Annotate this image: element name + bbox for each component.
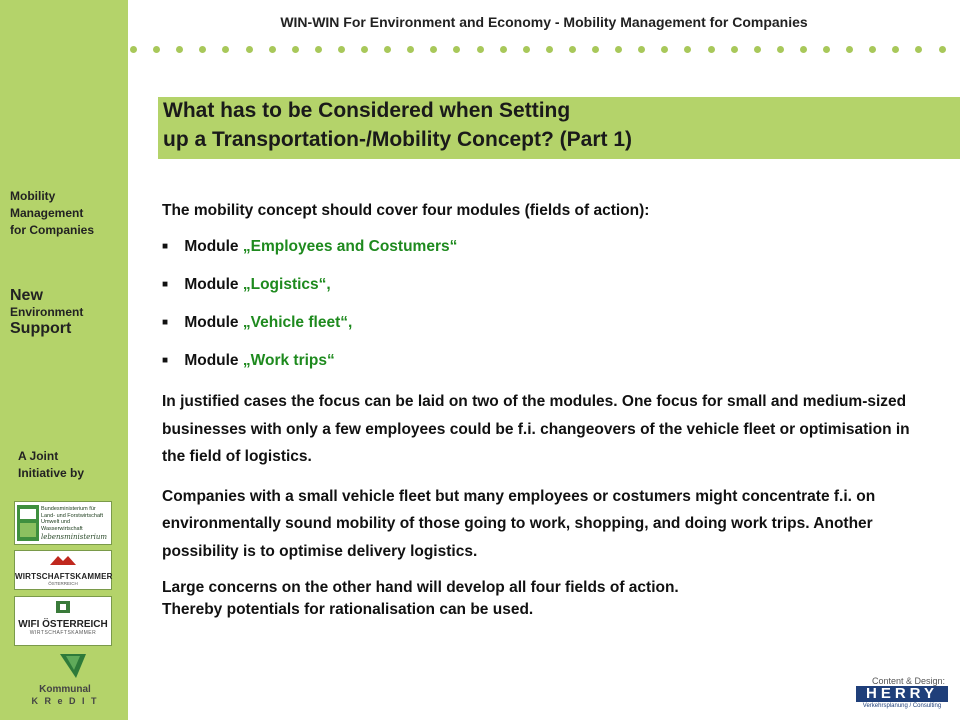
- sidebar-support-label: Support: [10, 320, 72, 337]
- divider-dot: [176, 46, 183, 53]
- sidebar-environment-label: Environment: [10, 305, 84, 319]
- ministry-emblem-icon: [15, 502, 41, 544]
- divider-dot: [915, 46, 922, 53]
- ministry-line3: Umwelt und Wasserwirtschaft: [41, 519, 83, 532]
- divider-dot: [615, 46, 622, 53]
- module-name: „Work trips“: [242, 352, 335, 370]
- divider-dot: [800, 46, 807, 53]
- module-name: „Vehicle fleet“,: [242, 314, 353, 332]
- divider-dot: [592, 46, 599, 53]
- intro-text: The mobility concept should cover four modules (fields of action):: [162, 202, 650, 219]
- paragraph-large-concerns-line2: Thereby potentials for rationalisation can be used.: [162, 601, 534, 618]
- divider-dot: [846, 46, 853, 53]
- square-bullet-icon: ■: [162, 355, 169, 366]
- ministry-line2: Land- und Forstwirtschaft: [41, 512, 104, 519]
- divider-dot: [546, 46, 553, 53]
- module-name: „Employees and Costumers“: [242, 238, 458, 256]
- divider-dot: [407, 46, 414, 53]
- sidebar-mobility-title: [10, 188, 94, 239]
- divider-dot: [823, 46, 830, 53]
- paragraph-small-fleet: Companies with a small vehicle fleet but many employees or costumers might concentrate f.i. on environmentally sound mobility of those going to work, shopping, and doing work trips. Another possibility is to optimise delivery logistics.: [162, 487, 876, 560]
- divider-dot: [199, 46, 206, 53]
- sidebar-mm-line1: Mobility: [10, 189, 56, 203]
- herry-brand: HERRY: [856, 686, 948, 702]
- divider-dot: [892, 46, 899, 53]
- sidebar-new-label: New: [10, 287, 43, 304]
- chamber-wing-icon: [48, 553, 78, 567]
- sidebar-joint-initiative: [18, 448, 84, 482]
- divider-dot: [477, 46, 484, 53]
- module-prefix: Module: [184, 314, 243, 332]
- divider-dot: [430, 46, 437, 53]
- sidebar-mm-line2: Management: [10, 206, 84, 220]
- divider-dot: [661, 46, 668, 53]
- square-bullet-icon: ■: [162, 317, 169, 328]
- kommunalkredit-logo: [18, 652, 112, 712]
- divider-dot: [292, 46, 299, 53]
- wifi-sub: WIRTSCHAFTSKAMMER: [29, 630, 97, 636]
- wirtschaftskammer-sub: ÖSTERREICH: [48, 581, 78, 586]
- divider-dot: [222, 46, 229, 53]
- module-name: „Logistics“,: [242, 276, 331, 294]
- sidebar: [0, 0, 128, 720]
- module-item: [162, 312, 937, 334]
- kommunalkredit-line2: K R e D I T: [31, 696, 99, 706]
- divider-dot: [684, 46, 691, 53]
- divider-dot: [384, 46, 391, 53]
- wirtschaftskammer-logo: [14, 550, 112, 590]
- kommunalkredit-line1: Kommunal: [39, 684, 91, 695]
- ministry-signature: lebensministerium: [41, 533, 108, 541]
- slide-heading-line1: What has to be Considered when Setting: [163, 99, 571, 122]
- divider-dot: [130, 46, 137, 53]
- kommunalkredit-emblem-icon: [58, 652, 88, 680]
- divider-dot: [869, 46, 876, 53]
- divider-dot: [731, 46, 738, 53]
- square-bullet-icon: ■: [162, 279, 169, 290]
- ministry-line1: Bundesministerium für: [41, 506, 96, 512]
- herry-logo: [856, 686, 948, 712]
- presentation-title: WIN-WIN For Environment and Economy - Mobility Management for Companies: [280, 14, 808, 30]
- divider-dot: [523, 46, 530, 53]
- wifi-name: WIFI ÖSTERREICH: [18, 619, 108, 630]
- divider-dot: [269, 46, 276, 53]
- module-prefix: Module: [184, 238, 243, 256]
- divider-dot: [338, 46, 345, 53]
- ministry-logo: [14, 501, 112, 545]
- divider-dot: [500, 46, 507, 53]
- module-item: [162, 350, 937, 372]
- slide-heading: [163, 96, 923, 154]
- paragraph-large-concerns: [162, 577, 937, 621]
- sidebar-joint-line1: A Joint: [18, 449, 59, 463]
- divider-dot: [246, 46, 253, 53]
- dotted-divider: [128, 46, 960, 54]
- heading-band-notch: [128, 97, 158, 159]
- divider-dot: [708, 46, 715, 53]
- module-prefix: Module: [184, 352, 243, 370]
- credit-label: Content & Design:: [872, 676, 946, 686]
- wirtschaftskammer-name: WIRTSCHAFTSKAMMER: [15, 572, 113, 581]
- divider-dot: [315, 46, 322, 53]
- module-prefix: Module: [184, 276, 243, 294]
- herry-sub: Verkehrsplanung / Consulting: [862, 703, 942, 709]
- module-item: [162, 274, 937, 296]
- divider-dot: [361, 46, 368, 53]
- divider-dot: [777, 46, 784, 53]
- paragraph-large-concerns-line1: Large concerns on the other hand will develop all four fields of action.: [162, 579, 679, 596]
- module-item: [162, 236, 937, 258]
- sidebar-mm-line3: for Companies: [10, 223, 95, 237]
- slide-heading-line2: up a Transportation-/Mobility Concept? (Part 1): [163, 128, 633, 151]
- sidebar-joint-line2: Initiative by: [18, 466, 85, 480]
- divider-dot: [453, 46, 460, 53]
- wifi-emblem-icon: [55, 600, 71, 614]
- divider-dot: [638, 46, 645, 53]
- wifi-logo: [14, 596, 112, 646]
- paragraph-small-business: In justified cases the focus can be laid on two of the modules. One focus for small and medium-sized businesses with only a few employees could be f.i. changeovers of the vehicle fleet or optimisation in the field of logistics.: [162, 393, 910, 465]
- slide-content: [162, 202, 937, 633]
- divider-dot: [153, 46, 160, 53]
- divider-dot: [754, 46, 761, 53]
- divider-dot: [939, 46, 946, 53]
- divider-dot: [569, 46, 576, 53]
- sidebar-new-environment: [10, 287, 83, 337]
- square-bullet-icon: ■: [162, 241, 169, 252]
